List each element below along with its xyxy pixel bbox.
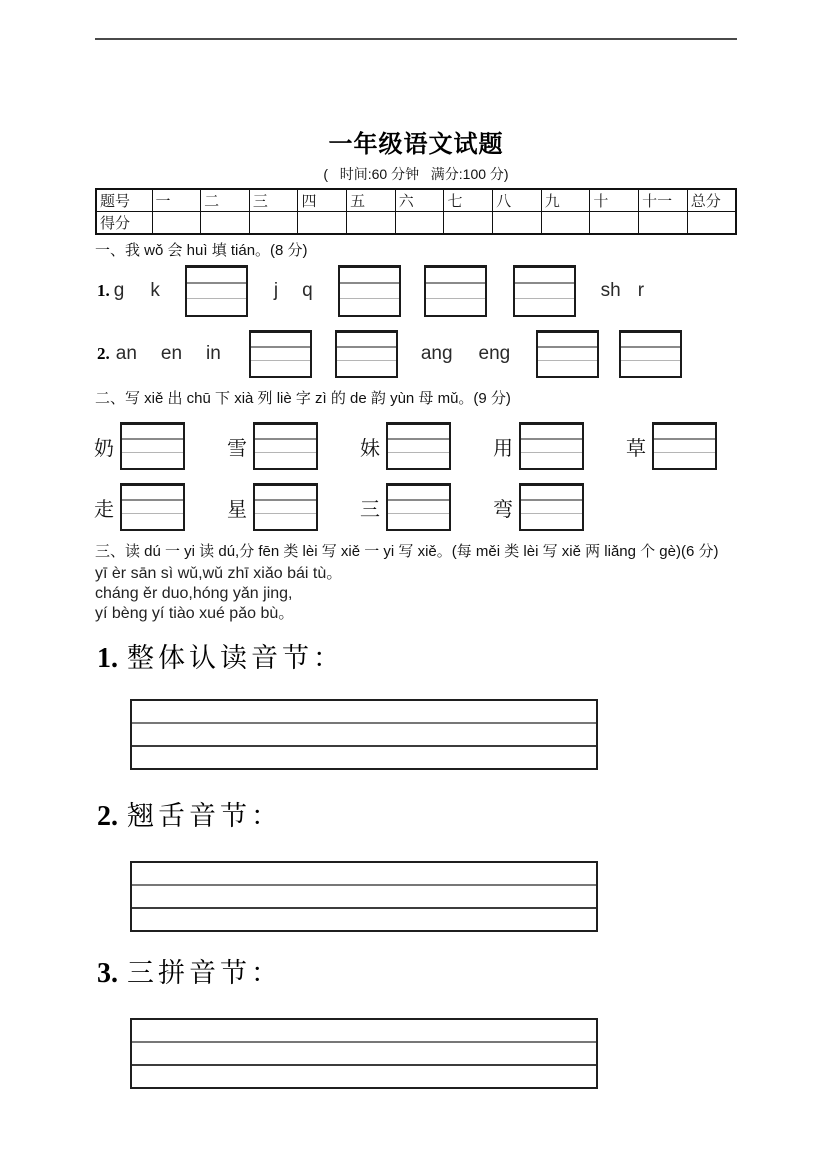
pinyin-grid	[619, 330, 682, 378]
fill-row-1	[97, 265, 827, 317]
pinyin-grid	[519, 483, 584, 531]
pinyin-grid	[424, 265, 487, 317]
question-number-header-cell: 题号	[96, 189, 152, 212]
pinyin-line: cháng ěr duo,hóng yǎn jing,	[95, 585, 293, 602]
hanzi-cell	[626, 422, 759, 470]
letter-label: r	[637, 280, 645, 301]
score-empty-cell	[201, 212, 250, 235]
pinyin-grid	[386, 422, 451, 470]
col-header-cell: 十	[590, 189, 639, 212]
pinyin-grid	[253, 483, 318, 531]
hanzi-cell	[360, 483, 493, 531]
pinyin-grid	[513, 265, 576, 317]
page-title: 一年级语文试题	[328, 132, 504, 158]
subsection-3-heading	[97, 951, 827, 996]
pinyin-grid	[652, 422, 717, 470]
section-1-heading: 一、我 wǒ 会 huì 填 tián。(8 分)	[95, 242, 308, 259]
hanzi-label: 用	[493, 437, 513, 460]
letter-label: ang	[420, 343, 453, 364]
score-empty-cell	[347, 212, 396, 235]
score-empty-cell	[444, 212, 493, 235]
score-empty-cell	[298, 212, 347, 235]
letter-label: g	[113, 280, 125, 301]
score-empty-cell	[687, 212, 736, 235]
subsection-label: 整体认读音节：	[127, 643, 344, 673]
col-header-cell: 四	[298, 189, 347, 212]
hanzi-cell	[94, 483, 227, 531]
col-header-cell: 十一	[639, 189, 688, 212]
pinyin-grid	[519, 422, 584, 470]
hanzi-cell	[360, 422, 493, 470]
subsection-label: 三拼音节：	[127, 958, 282, 988]
question-number: 1.	[97, 281, 110, 300]
section-2-heading: 二、写 xiě 出 chū 下 xià 列 liè 字 zì 的 de 韵 yùn 母 mǔ。(9 分)	[95, 390, 511, 407]
score-empty-cell	[249, 212, 298, 235]
pinyin-grid	[386, 483, 451, 531]
col-header-cell: 总分	[687, 189, 736, 212]
pinyin-line: yí bèng yí tiào xué pǎo bù。	[95, 605, 295, 622]
hanzi-label: 妹	[360, 437, 380, 460]
pinyin-grid	[253, 422, 318, 470]
hanzi-cell	[227, 483, 360, 531]
subsection-label: 翘舌音节：	[127, 801, 282, 831]
answer-box	[130, 699, 598, 770]
col-header-cell: 五	[347, 189, 396, 212]
letter-label: sh	[600, 280, 621, 301]
hanzi-label: 走	[94, 498, 114, 521]
hanzi-row-2	[94, 483, 827, 531]
hanzi-cell	[227, 422, 360, 470]
hanzi-cell	[493, 483, 626, 531]
hanzi-cell	[493, 422, 626, 470]
col-header-cell: 二	[201, 189, 250, 212]
col-header-cell: 八	[493, 189, 542, 212]
score-empty-cell	[152, 212, 201, 235]
hanzi-label: 星	[227, 498, 247, 521]
pinyin-passage	[95, 564, 827, 624]
section-3-heading: 三、读 dú 一 yi 读 dú,分 fēn 类 lèi 写 xiě 一 yi 写 xiě。(每 měi 类 lèi 写 xiě 两 liǎng 个 gè)(6 分)	[95, 543, 719, 560]
score-table-score-row	[96, 212, 736, 235]
subsection-number: 3.	[97, 958, 118, 989]
pinyin-line: yī èr sān sì wǔ,wǔ zhī xiǎo bái tù。	[95, 565, 343, 582]
letter-label: an	[115, 343, 137, 364]
score-empty-cell	[493, 212, 542, 235]
fill-row-2	[97, 329, 827, 379]
col-header-cell: 一	[152, 189, 201, 212]
letter-label: k	[150, 280, 160, 301]
question-number: 2.	[97, 344, 110, 363]
pinyin-grid	[185, 265, 248, 317]
col-header-cell: 七	[444, 189, 493, 212]
hanzi-label: 弯	[493, 498, 513, 521]
hanzi-label: 雪	[227, 437, 247, 460]
hanzi-label: 三	[360, 498, 380, 521]
score-table-header-row	[96, 189, 736, 212]
header-rule	[95, 38, 737, 40]
letter-label: q	[302, 280, 313, 301]
letter-label: j	[273, 280, 279, 301]
letter-label: in	[206, 343, 221, 364]
score-label-cell: 得分	[96, 212, 152, 235]
col-header-cell: 九	[541, 189, 590, 212]
letter-label: eng	[478, 343, 511, 364]
score-table	[95, 188, 737, 235]
pinyin-grid	[120, 483, 185, 531]
col-header-cell: 三	[249, 189, 298, 212]
hanzi-label: 草	[626, 437, 646, 460]
page-subtitle: ( 时间:60 分钟 满分:100 分)	[323, 166, 509, 182]
subsection-1-heading	[97, 636, 827, 681]
col-header-cell: 六	[395, 189, 444, 212]
pinyin-grid	[536, 330, 599, 378]
score-empty-cell	[639, 212, 688, 235]
score-empty-cell	[395, 212, 444, 235]
subsection-number: 1.	[97, 643, 118, 674]
pinyin-grid	[120, 422, 185, 470]
answer-box	[130, 861, 598, 932]
score-empty-cell	[541, 212, 590, 235]
hanzi-cell	[94, 422, 227, 470]
subsection-number: 2.	[97, 801, 118, 832]
pinyin-grid	[249, 330, 312, 378]
pinyin-grid	[338, 265, 401, 317]
subsection-2-heading	[97, 794, 827, 839]
letter-label: en	[160, 343, 183, 364]
hanzi-row-1	[94, 422, 827, 470]
pinyin-grid	[335, 330, 398, 378]
answer-box	[130, 1018, 598, 1089]
hanzi-label: 奶	[94, 437, 114, 460]
score-empty-cell	[590, 212, 639, 235]
